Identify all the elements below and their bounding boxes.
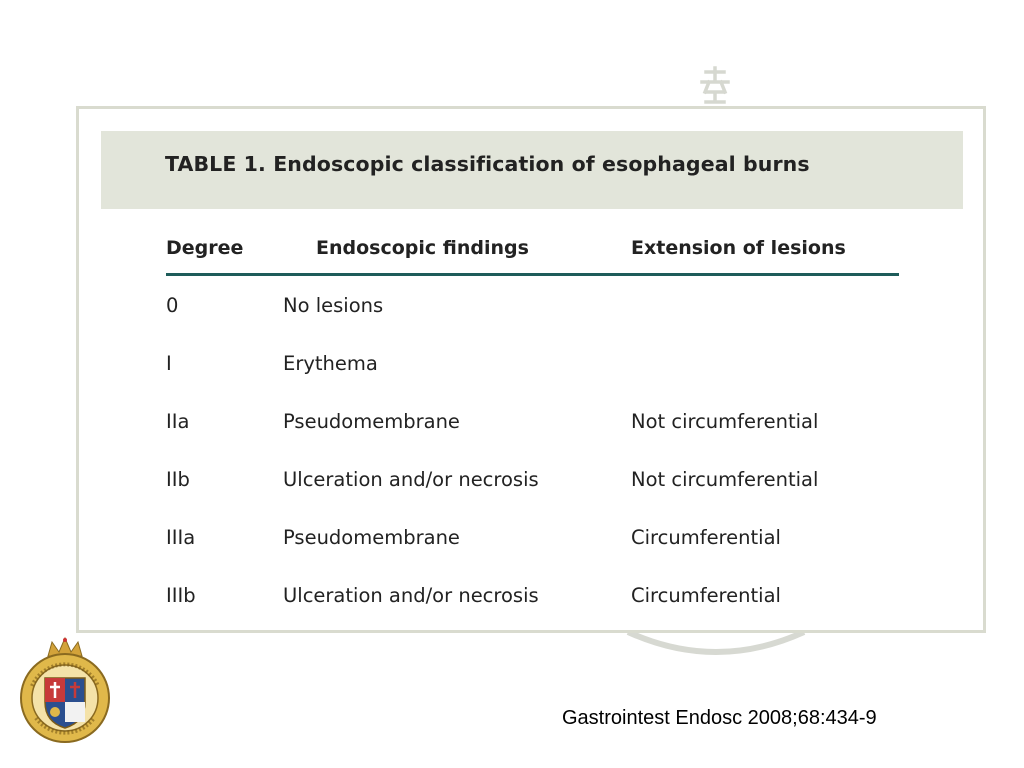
cell-findings: Pseudomembrane [283, 410, 460, 433]
cell-extension: Circumferential [631, 584, 781, 607]
table-title-bar [101, 131, 963, 209]
cell-findings: No lesions [283, 294, 384, 317]
cell-extension: Not circumferential [631, 410, 819, 433]
cell-degree: IIb [166, 468, 190, 491]
table-label: TABLE 1. [165, 152, 266, 176]
cell-findings: Pseudomembrane [283, 526, 460, 549]
table-row [166, 526, 899, 560]
cell-extension: Not circumferential [631, 468, 819, 491]
header-extension: Extension of lesions [631, 237, 846, 259]
table-row [166, 294, 899, 328]
cell-degree: I [166, 352, 172, 375]
cell-findings: Ulceration and/or necrosis [283, 584, 539, 607]
table-row [166, 468, 899, 502]
table-row [166, 584, 899, 618]
university-crest-logo [18, 636, 112, 748]
table-frame [76, 106, 986, 633]
cell-findings: Erythema [283, 352, 378, 375]
cell-degree: IIa [166, 410, 190, 433]
table-title [165, 152, 810, 176]
header-degree: Degree [166, 237, 244, 259]
cell-findings: Ulceration and/or necrosis [283, 468, 539, 491]
citation: Gastrointest Endosc 2008;68:434-9 [562, 707, 877, 729]
cell-degree: IIIb [166, 584, 196, 607]
cell-extension: Circumferential [631, 526, 781, 549]
table-row [166, 352, 899, 386]
cell-degree: 0 [166, 294, 179, 317]
table-header-row [166, 233, 899, 276]
cross-watermark-icon [694, 64, 736, 106]
header-findings: Endoscopic findings [316, 237, 529, 259]
table-row [166, 410, 899, 444]
table-title-text: Endoscopic classification of esophageal burns [273, 152, 810, 176]
cell-degree: IIIa [166, 526, 196, 549]
